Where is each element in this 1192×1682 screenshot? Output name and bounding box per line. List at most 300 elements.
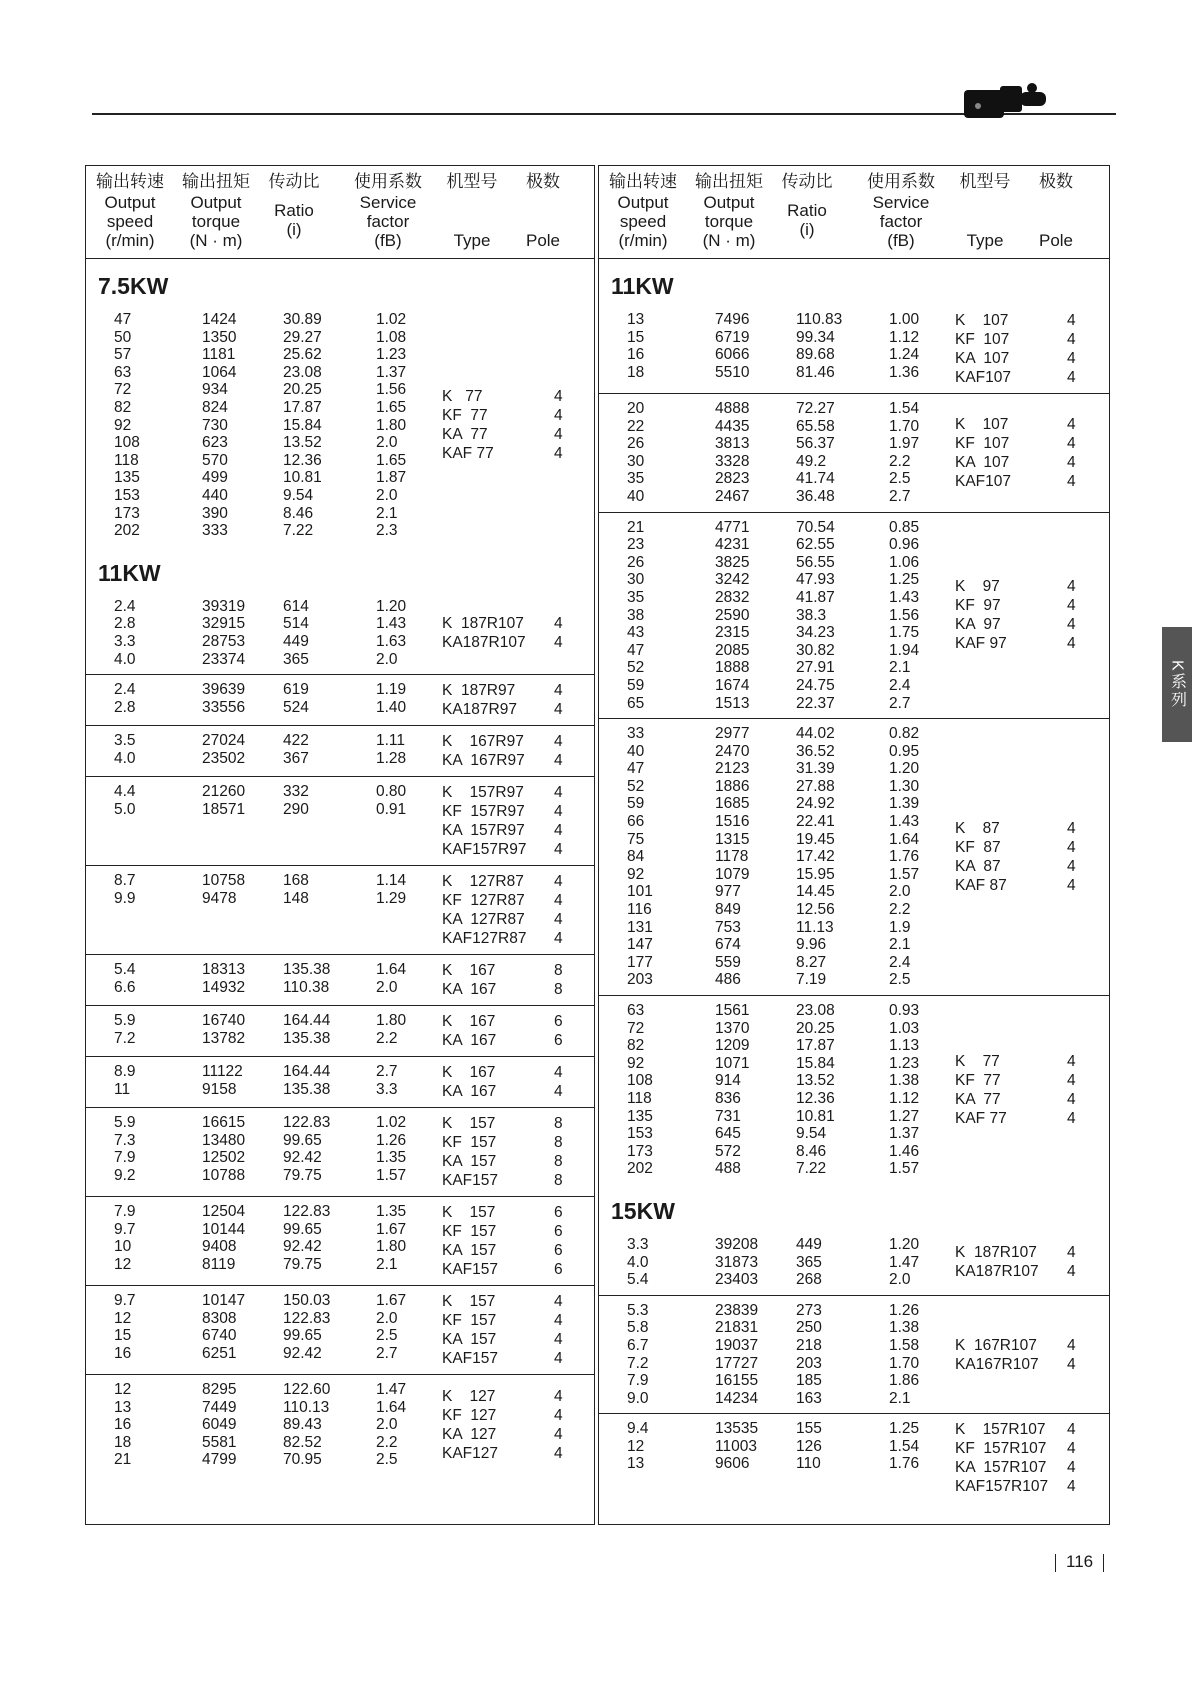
cell: 23839	[715, 1301, 759, 1319]
cell: 16155	[715, 1372, 759, 1390]
cell: 20	[627, 400, 645, 417]
cell: 977	[715, 883, 741, 901]
header-col	[344, 172, 432, 250]
cell: 10	[114, 1238, 132, 1256]
cell: 2123	[715, 760, 750, 778]
cell: 9.0	[627, 1389, 649, 1407]
cell: 203	[627, 971, 653, 989]
cell: 49.2	[796, 452, 827, 470]
table-row	[86, 505, 594, 523]
cell: 40	[627, 742, 645, 760]
pole-value: 4	[1067, 415, 1076, 433]
pole-value: 4	[1067, 1244, 1076, 1262]
cell: 7.2	[627, 1354, 649, 1372]
cell: 10.81	[283, 469, 322, 487]
pole-value: 6	[554, 1032, 563, 1050]
cell: 131	[627, 918, 653, 936]
type-code: KA 87	[955, 858, 1001, 876]
cell: 1.43	[889, 813, 920, 831]
cell: 122.60	[283, 1381, 331, 1399]
cell: 2823	[715, 470, 750, 488]
pole-value: 4	[554, 733, 563, 751]
header-col	[180, 172, 252, 250]
cell: 559	[715, 953, 741, 971]
pole-value: 4	[554, 1388, 563, 1406]
cell: 1.13	[889, 1037, 920, 1055]
cell: 1.23	[376, 346, 407, 364]
header-col	[857, 172, 945, 250]
cell: 1.06	[889, 553, 920, 571]
type-entry	[955, 330, 1076, 349]
table-row	[599, 1125, 1109, 1143]
cell: 290	[283, 800, 309, 818]
type-entry	[955, 1052, 1076, 1071]
cell: 19.45	[796, 830, 835, 848]
table-row	[86, 346, 594, 364]
table-row	[86, 1416, 594, 1434]
cell: 1.23	[889, 1054, 920, 1072]
cell: 38.3	[796, 606, 827, 624]
pole-value: 4	[554, 784, 563, 802]
type-list	[442, 961, 563, 999]
data-group	[86, 1006, 594, 1057]
cell: 1.38	[889, 1072, 920, 1090]
cell: 21260	[202, 783, 246, 801]
cell: 23.08	[283, 363, 322, 381]
table-row	[599, 659, 1109, 677]
cell: 6.7	[627, 1336, 649, 1354]
cell: 449	[283, 632, 309, 650]
cell: 10.81	[796, 1107, 835, 1125]
type-list	[442, 872, 563, 948]
cell: 614	[283, 597, 309, 615]
table-row	[599, 743, 1109, 761]
cell: 1.24	[889, 346, 920, 364]
cell: 218	[796, 1336, 822, 1354]
cell: 13480	[202, 1131, 246, 1149]
type-list	[442, 1114, 563, 1190]
type-code: K 97	[955, 578, 1000, 596]
cell: 12	[627, 1437, 645, 1455]
cell: 18571	[202, 800, 246, 818]
cell: 20.25	[283, 381, 322, 399]
cell: 332	[283, 783, 309, 801]
cell: 22.41	[796, 813, 835, 831]
cell: 1.64	[889, 830, 920, 848]
cell: 7.9	[114, 1149, 136, 1167]
cell: 63	[627, 1002, 645, 1019]
type-entry	[955, 634, 1076, 653]
table-row	[599, 1090, 1109, 1108]
type-code: KA 167	[442, 1083, 497, 1101]
type-list	[442, 1012, 563, 1050]
cell: 5.9	[114, 1012, 136, 1030]
cell: 1.28	[376, 749, 407, 767]
cell: 2832	[715, 588, 750, 606]
cell: 1.64	[376, 961, 407, 979]
cell: 2.0	[376, 1416, 398, 1434]
cell: 2.5	[376, 1327, 398, 1345]
cell: 2.0	[376, 486, 398, 504]
pole-value: 4	[1067, 858, 1076, 876]
cell: 122.83	[283, 1203, 331, 1221]
data-group	[86, 955, 594, 1006]
cell: 250	[796, 1319, 822, 1337]
cell: 2.5	[376, 1451, 398, 1469]
table-row	[599, 1160, 1109, 1178]
type-list	[955, 577, 1076, 653]
cell: 1.12	[889, 1089, 920, 1107]
header-zh: 输出转速	[96, 172, 164, 191]
cell: 422	[283, 732, 309, 750]
cell: 89.43	[283, 1416, 322, 1434]
table-row	[599, 1108, 1109, 1126]
pole-value: 4	[1067, 1263, 1076, 1281]
side-tab-k-series: K系列	[1162, 627, 1192, 742]
cell: 1.35	[376, 1149, 407, 1167]
cell: 1.43	[376, 615, 407, 633]
table-row	[599, 971, 1109, 989]
type-entry	[955, 472, 1076, 491]
pole-value: 4	[554, 1426, 563, 1444]
table-row	[599, 329, 1109, 347]
cell: 1370	[715, 1019, 750, 1037]
header-en: (fB)	[374, 231, 402, 250]
cell: 4.0	[114, 749, 136, 767]
cell: 82	[627, 1037, 645, 1055]
cell: 41.74	[796, 470, 835, 488]
cell: 13	[114, 1398, 132, 1416]
table-row	[599, 453, 1109, 471]
cell: 731	[715, 1107, 741, 1125]
pole-value: 6	[554, 1204, 563, 1222]
left-table	[85, 165, 595, 1525]
pole-value: 4	[554, 803, 563, 821]
cell: 2.1	[376, 504, 398, 522]
table-row	[599, 415, 1109, 436]
cell: 18	[627, 363, 645, 381]
type-code: KF 157	[442, 1134, 497, 1152]
table-row	[86, 961, 594, 979]
header-en: Output	[190, 193, 242, 212]
table-row	[599, 936, 1109, 954]
cell: 164.44	[283, 1012, 331, 1030]
cell: 2.5	[889, 971, 911, 989]
cell: 674	[715, 936, 741, 954]
table-row	[86, 1221, 594, 1239]
pole-value: 4	[1067, 597, 1076, 615]
cell: 6.6	[114, 978, 136, 996]
cell: 570	[202, 451, 228, 469]
cell: 1350	[202, 328, 237, 346]
cell: 7496	[715, 311, 750, 328]
cell: 1.86	[889, 1372, 920, 1390]
cell: 84	[627, 848, 645, 866]
cell: 89.68	[796, 346, 835, 364]
cell: 92	[627, 1054, 645, 1072]
cell: 2.2	[889, 901, 911, 919]
type-code: KAF107	[955, 369, 1012, 386]
cell: 1886	[715, 777, 750, 795]
cell: 44.02	[796, 725, 835, 743]
cell: 62.55	[796, 536, 835, 554]
pole-value: 4	[554, 752, 563, 770]
cell: 10788	[202, 1166, 246, 1184]
type-entry	[955, 1071, 1076, 1090]
cell: 1.80	[376, 1238, 407, 1256]
data-group	[86, 1057, 594, 1108]
cell: 25.62	[283, 346, 322, 364]
cell: 1.03	[889, 1019, 920, 1037]
pole-value: 4	[1067, 453, 1076, 471]
table-row	[86, 364, 594, 382]
cell: 1.64	[376, 1398, 407, 1416]
data-group	[599, 1230, 1109, 1296]
type-entry	[955, 1109, 1076, 1128]
type-entry	[442, 1031, 563, 1050]
cell: 11	[114, 1080, 131, 1098]
cell: 7.3	[114, 1131, 136, 1149]
cell: 16615	[202, 1114, 246, 1132]
pole-value: 4	[554, 1083, 563, 1101]
cell: 15	[627, 328, 645, 346]
table-row	[599, 725, 1109, 743]
cell: 333	[202, 522, 228, 540]
cell: 449	[796, 1235, 822, 1253]
type-entry	[442, 732, 563, 751]
cell: 1.57	[889, 1160, 920, 1178]
table-row	[86, 1203, 594, 1221]
type-list	[955, 1243, 1076, 1281]
type-entry	[442, 872, 563, 891]
cell: 15.84	[283, 416, 322, 434]
type-code: KF 77	[955, 1072, 1001, 1089]
pole-value: 4	[554, 407, 563, 425]
cell: 2.1	[376, 1255, 398, 1273]
pole-value: 6	[554, 1223, 563, 1241]
cell: 110.38	[283, 978, 330, 996]
cell: 65	[627, 694, 645, 712]
cell: 79.75	[283, 1166, 322, 1184]
type-entry	[442, 1133, 563, 1152]
header-zh: 传动比	[268, 172, 320, 191]
cell: 5.0	[114, 800, 136, 818]
table-row	[599, 589, 1109, 607]
type-entry	[955, 1477, 1076, 1496]
table-row	[86, 1114, 594, 1132]
cell: 153	[114, 486, 140, 504]
type-entry	[442, 681, 563, 700]
table-row	[599, 1372, 1109, 1390]
cell: 1.29	[376, 889, 407, 907]
type-code: K 157	[442, 1115, 496, 1133]
cell: 13	[627, 1455, 645, 1473]
pole-value: 8	[554, 962, 563, 980]
pole-value: 4	[1067, 434, 1076, 452]
table-row	[86, 1327, 594, 1345]
cell: 730	[202, 416, 228, 434]
cell: 2.1	[889, 936, 911, 954]
type-list	[955, 1420, 1076, 1496]
type-code: KA 157R107	[955, 1459, 1047, 1477]
cell: 19037	[715, 1336, 759, 1354]
data-group	[86, 1197, 594, 1286]
table-row	[86, 1256, 594, 1274]
type-list	[955, 1336, 1076, 1374]
cell: 33	[627, 725, 645, 743]
cell: 1.39	[889, 795, 920, 813]
cell: 148	[283, 889, 309, 907]
type-entry	[442, 751, 563, 770]
pole-value: 4	[1067, 635, 1076, 653]
cell: 122.83	[283, 1114, 331, 1132]
header-en: Pole	[1038, 231, 1074, 250]
type-entry	[442, 614, 563, 633]
cell: 1.76	[889, 848, 920, 866]
cell: 82.52	[283, 1433, 322, 1451]
cell: 1.57	[376, 1166, 407, 1184]
cell: 1685	[715, 795, 750, 813]
cell: 9606	[715, 1455, 750, 1473]
type-entry	[442, 821, 563, 840]
pole-value: 4	[554, 614, 563, 632]
cell: 1.80	[376, 416, 407, 434]
cell: 1.87	[376, 469, 407, 487]
cell: 849	[715, 901, 741, 919]
pole-value: 4	[554, 388, 563, 406]
cell: 8.46	[796, 1142, 827, 1160]
type-entry	[442, 1171, 563, 1190]
type-code: K 77	[955, 1053, 1000, 1070]
pole-value: 4	[554, 445, 563, 463]
header-en: (r/min)	[618, 231, 668, 250]
table-row	[599, 536, 1109, 554]
right-table	[598, 165, 1110, 1525]
cell: 1.20	[889, 1235, 920, 1253]
cell: 12504	[202, 1203, 246, 1221]
cell: 12.36	[283, 451, 322, 469]
cell: 72.27	[796, 400, 835, 417]
type-entry	[955, 857, 1076, 876]
cell: 1.25	[889, 1420, 920, 1438]
cell: 35	[627, 470, 645, 488]
type-code: KA 157R97	[442, 822, 525, 840]
type-entry	[955, 615, 1076, 634]
cell: 27.88	[796, 777, 835, 795]
data-group	[86, 1286, 594, 1375]
cell: 2.0	[889, 883, 911, 901]
table-row	[599, 1143, 1109, 1161]
cell: 12	[114, 1309, 132, 1327]
header-en: (r/min)	[105, 231, 155, 250]
cell: 1.67	[376, 1292, 407, 1310]
cell: 2.8	[114, 698, 136, 716]
type-code: KF 97	[955, 597, 1001, 615]
type-entry	[955, 838, 1076, 857]
pole-value: 4	[554, 1445, 563, 1463]
header-col	[432, 172, 512, 250]
pole-value: 8	[554, 1115, 563, 1133]
table-row	[86, 329, 594, 347]
cell: 23502	[202, 749, 246, 767]
data-group	[599, 394, 1109, 513]
cell: 2.7	[889, 487, 911, 505]
header-zh: 极数	[526, 172, 560, 191]
cell: 2.0	[376, 434, 398, 452]
cell: 59	[627, 795, 645, 813]
type-code: KF 157R97	[442, 803, 525, 821]
cell: 9.7	[114, 1292, 136, 1310]
header-zh: 使用系数	[354, 172, 422, 191]
cell: 1.36	[889, 363, 920, 381]
pole-value: 4	[1067, 1053, 1076, 1070]
cell: 1.00	[889, 311, 920, 328]
header-en: Output	[703, 193, 755, 212]
cell: 18313	[202, 961, 246, 979]
cell: 39639	[202, 681, 246, 699]
cell: 20.25	[796, 1019, 835, 1037]
cell: 9.4	[627, 1420, 649, 1438]
cell: 4.4	[114, 783, 136, 801]
cell: 50	[114, 328, 132, 346]
type-code: KA 77	[442, 426, 488, 444]
pole-value: 4	[1067, 1110, 1076, 1127]
cell: 39208	[715, 1235, 759, 1253]
header-en: factor	[879, 212, 923, 231]
header-en: (fB)	[887, 231, 915, 250]
type-entry	[442, 1292, 563, 1311]
cell: 1.97	[889, 435, 920, 453]
pole-value: 4	[554, 1312, 563, 1330]
cell: 28753	[202, 632, 246, 650]
cell: 5.8	[627, 1319, 649, 1337]
cell: 1.47	[376, 1381, 407, 1399]
pole-value: 4	[1067, 1355, 1076, 1373]
cell: 135.38	[283, 1080, 331, 1098]
pole-value: 4	[1067, 472, 1076, 490]
type-code: KA187R97	[442, 701, 517, 719]
table-row	[86, 979, 594, 997]
type-code: KA 77	[955, 1091, 1001, 1108]
cell: 10144	[202, 1220, 246, 1238]
cell: 15.84	[796, 1054, 835, 1072]
cell: 110.13	[283, 1398, 330, 1416]
cell: 17727	[715, 1354, 759, 1372]
cell: 1.54	[889, 1437, 920, 1455]
cell: 2.1	[889, 1389, 911, 1407]
cell: 0.91	[376, 800, 407, 818]
cell: 1.38	[889, 1319, 920, 1337]
cell: 0.93	[889, 1002, 920, 1019]
pole-value: 4	[554, 1350, 563, 1368]
cell: 38	[627, 606, 645, 624]
table-row	[86, 434, 594, 452]
cell: 914	[715, 1072, 741, 1090]
cell: 1.65	[376, 398, 407, 416]
type-code: K 167	[442, 962, 496, 980]
cell: 75	[627, 830, 645, 848]
cell: 18	[114, 1433, 132, 1451]
cell: 5.4	[114, 961, 136, 979]
type-list	[442, 614, 563, 652]
table-row	[599, 883, 1109, 901]
type-code: KAF 77	[955, 1110, 1007, 1127]
table-row	[86, 1063, 594, 1081]
header-col	[1031, 172, 1081, 250]
data-group	[599, 513, 1109, 720]
cell: 185	[796, 1372, 822, 1390]
cell: 4.0	[114, 650, 136, 668]
